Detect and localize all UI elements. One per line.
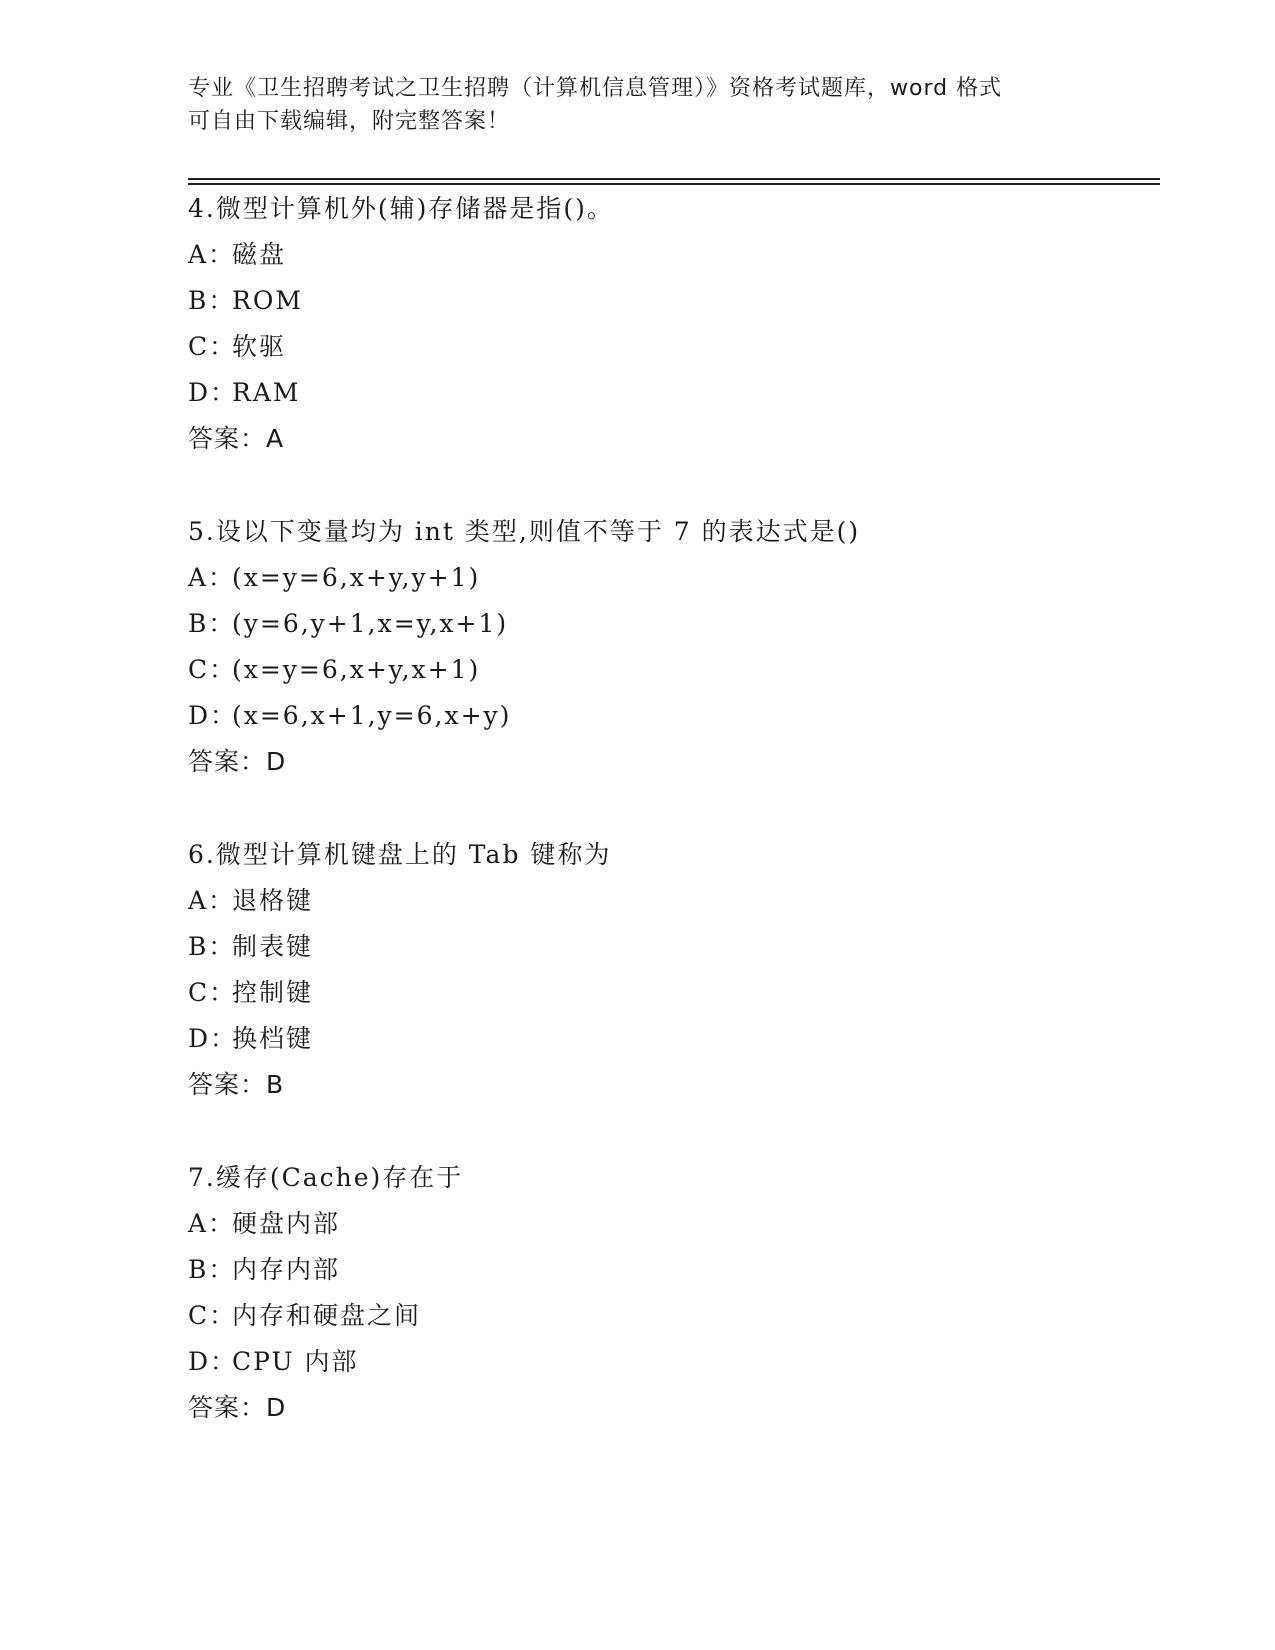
option-text: 退格键 <box>232 886 314 915</box>
option-key: C： <box>188 332 237 361</box>
option-d <box>188 1339 1148 1385</box>
option-key: A： <box>188 1209 236 1238</box>
option-key: B： <box>188 1255 236 1284</box>
option-text: CPU 内部 <box>232 1347 359 1376</box>
option-b <box>188 1247 1148 1293</box>
document-header <box>188 72 1088 138</box>
question-block <box>188 186 1148 462</box>
option-b <box>188 601 1148 647</box>
option-c <box>188 324 1148 370</box>
option-text: (y=6,y+1,x=y,x+1) <box>232 609 509 638</box>
option-text: (x=y=6,x+y,x+1) <box>232 655 481 684</box>
option-text: 软驱 <box>232 332 287 361</box>
option-key: D： <box>188 378 238 407</box>
option-key: A： <box>188 563 236 592</box>
header-line-1: 专业《卫生招聘考试之卫生招聘（计算机信息管理）》资格考试题库，word 格式 <box>188 76 1003 101</box>
question-block <box>188 1155 1148 1431</box>
option-text: ROM <box>232 286 303 315</box>
question-stem: 4.微型计算机外(辅)存储器是指()。 <box>188 194 614 223</box>
header-divider-top <box>188 178 1160 180</box>
option-text: 制表键 <box>232 932 314 961</box>
option-text: 硬盘内部 <box>232 1209 341 1238</box>
question-stem: 7.缓存(Cache)存在于 <box>188 1163 464 1192</box>
option-text: RAM <box>232 378 301 407</box>
header-line-2: 可自由下载编辑，附完整答案！ <box>188 109 511 134</box>
option-d <box>188 693 1148 739</box>
option-text: (x=y=6,x+y,y+1) <box>232 563 481 592</box>
option-d <box>188 1016 1148 1062</box>
option-text: (x=6,x+1,y=6,x+y) <box>232 701 512 730</box>
option-text: 换档键 <box>232 1024 314 1053</box>
question-stem: 6.微型计算机键盘上的 Tab 键称为 <box>188 840 612 869</box>
option-c <box>188 970 1148 1016</box>
option-key: D： <box>188 1024 238 1053</box>
option-key: A： <box>188 240 236 269</box>
option-c <box>188 1293 1148 1339</box>
option-key: B： <box>188 932 236 961</box>
option-key: B： <box>188 286 236 315</box>
answer-line: 答案：B <box>188 1070 285 1099</box>
answer-line: 答案：A <box>188 424 285 453</box>
option-a <box>188 555 1148 601</box>
option-b <box>188 924 1148 970</box>
option-key: C： <box>188 1301 237 1330</box>
option-text: 磁盘 <box>232 240 287 269</box>
option-c <box>188 647 1148 693</box>
option-text: 内存和硬盘之间 <box>232 1301 422 1330</box>
question-block <box>188 509 1148 785</box>
option-key: C： <box>188 655 237 684</box>
answer-line: 答案：D <box>188 1393 287 1422</box>
option-text: 控制键 <box>232 978 314 1007</box>
option-a <box>188 1201 1148 1247</box>
option-b <box>188 278 1148 324</box>
question-block <box>188 832 1148 1108</box>
answer-line: 答案：D <box>188 747 287 776</box>
option-key: D： <box>188 701 238 730</box>
option-text: 内存内部 <box>232 1255 341 1284</box>
option-key: A： <box>188 886 236 915</box>
option-key: B： <box>188 609 236 638</box>
option-key: D： <box>188 1347 238 1376</box>
question-stem: 5.设以下变量均为 int 类型,则值不等于 7 的表达式是() <box>188 517 861 546</box>
option-d <box>188 370 1148 416</box>
option-key: C： <box>188 978 237 1007</box>
header-divider-bottom <box>188 183 1160 185</box>
option-a <box>188 878 1148 924</box>
option-a <box>188 232 1148 278</box>
